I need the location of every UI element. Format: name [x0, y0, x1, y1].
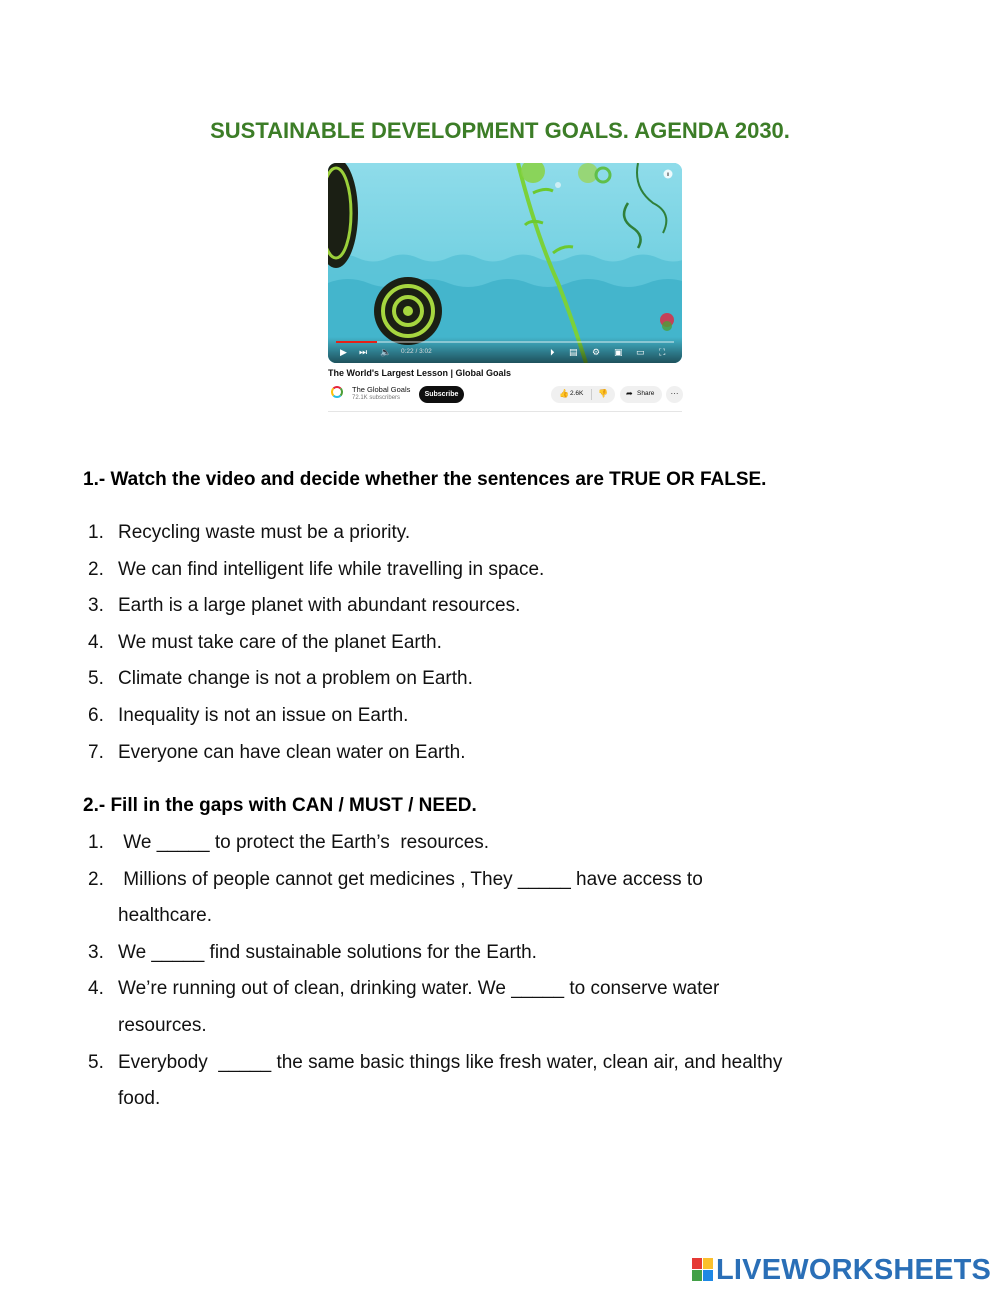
item-number: 2. — [88, 868, 104, 890]
item-text: Millions of people cannot get medicines , They _____ have access to — [118, 868, 703, 890]
next-icon[interactable]: ⏭ — [359, 348, 368, 358]
like-count[interactable]: 2.6K — [570, 390, 584, 397]
list-item — [88, 515, 888, 552]
video-title[interactable]: The World's Largest Lesson | Global Goals — [328, 368, 512, 378]
info-icon[interactable] — [664, 170, 673, 179]
item-text: Recycling waste must be a priority. — [118, 522, 411, 543]
thumbs-down-icon[interactable]: 👎 — [598, 389, 608, 398]
true-false-list — [88, 515, 888, 771]
item-number: 4. — [88, 978, 104, 1000]
logo-block — [692, 1270, 702, 1281]
video-time: 0:22 / 3:02 — [401, 348, 432, 355]
item-text: Everyone can have clean water on Earth. — [118, 741, 466, 763]
item-text: Inequality is not an issue on Earth. — [118, 704, 409, 726]
list-item — [88, 552, 888, 589]
item-number: 1. — [88, 522, 104, 543]
item-number: 5. — [88, 1051, 104, 1073]
logo-block — [703, 1258, 713, 1269]
item-text: Earth is a large planet with abundant resources. — [118, 595, 521, 617]
channel-name[interactable]: The Global Goals — [352, 385, 411, 394]
fullscreen-icon[interactable]: ⛶ — [659, 348, 666, 358]
item-number: 4. — [88, 631, 104, 653]
item-number: 6. — [88, 704, 104, 726]
play-icon[interactable]: ▶ — [340, 348, 347, 358]
item-text: We’re running out of clean, drinking water. We _____ to conserve water — [118, 978, 720, 1000]
video-frame-illustration — [328, 163, 682, 363]
logo-block — [703, 1270, 713, 1281]
like-dislike-group — [551, 386, 615, 403]
item-number: 7. — [88, 741, 104, 763]
thumbs-up-icon[interactable]: 👍 — [559, 389, 569, 398]
volume-icon[interactable]: 🔈 — [380, 348, 392, 358]
item-text: We _____ to protect the Earth’s resources. — [118, 832, 490, 853]
share-button[interactable] — [620, 386, 662, 403]
item-text-continued: food. — [118, 1088, 161, 1110]
item-text: Climate change is not a problem on Earth. — [118, 668, 473, 690]
miniplayer-icon[interactable]: ▣ — [614, 348, 623, 358]
item-text: Everybody _____ the same basic things like fresh water, clean air, and healthy — [118, 1051, 783, 1073]
list-item — [88, 862, 888, 935]
item-number: 1. — [88, 832, 104, 853]
list-item — [88, 1045, 888, 1118]
video-controls — [328, 337, 682, 363]
list-item — [88, 588, 888, 625]
list-item — [88, 935, 888, 972]
list-item — [88, 735, 888, 772]
divider — [328, 411, 682, 412]
theater-icon[interactable]: ▭ — [636, 348, 645, 358]
item-text-continued: resources. — [118, 1014, 207, 1036]
fill-gaps-list — [88, 825, 888, 1118]
list-item — [88, 625, 888, 662]
brand-wordmark: LIVEWORKSHEETS — [716, 1254, 992, 1286]
item-number: 5. — [88, 668, 104, 690]
video-metadata — [328, 368, 682, 401]
more-actions-button[interactable]: ··· — [666, 386, 683, 403]
item-number: 3. — [88, 941, 104, 963]
item-number: 2. — [88, 558, 104, 580]
page-title: SUSTAINABLE DEVELOPMENT GOALS. AGENDA 2030. — [210, 118, 790, 143]
like-divider — [591, 389, 592, 400]
share-label: Share — [637, 390, 655, 397]
settings-icon[interactable]: ⚙ — [592, 348, 601, 358]
video-progress-bar[interactable] — [336, 341, 674, 343]
item-number: 3. — [88, 595, 104, 617]
list-item — [88, 971, 888, 1044]
item-text: We must take care of the planet Earth. — [118, 631, 442, 653]
subscriber-count: 72.1K subscribers — [352, 395, 401, 401]
list-item — [88, 825, 888, 862]
logo-blocks-icon — [692, 1258, 714, 1282]
share-icon: ➦ — [626, 389, 633, 398]
section2-heading: 2.- Fill in the gaps with CAN / MUST / NEED. — [83, 795, 477, 816]
logo-block — [692, 1258, 702, 1269]
section1-heading: 1.- Watch the video and decide whether the sentences are TRUE OR FALSE. — [83, 469, 767, 490]
autoplay-icon[interactable]: ⏵ — [550, 348, 555, 358]
list-item — [88, 661, 888, 698]
channel-avatar[interactable] — [331, 386, 343, 398]
list-item — [88, 698, 888, 735]
item-text: We _____ find sustainable solutions for the Earth. — [118, 941, 537, 963]
item-text-continued: healthcare. — [118, 905, 213, 927]
video-player[interactable] — [328, 163, 682, 363]
subscribe-button[interactable]: Subscribe — [419, 386, 464, 403]
subtitles-icon[interactable]: ▤ — [569, 348, 578, 358]
video-progress-fill — [336, 341, 377, 343]
item-text: We can find intelligent life while travelling in space. — [118, 558, 545, 580]
